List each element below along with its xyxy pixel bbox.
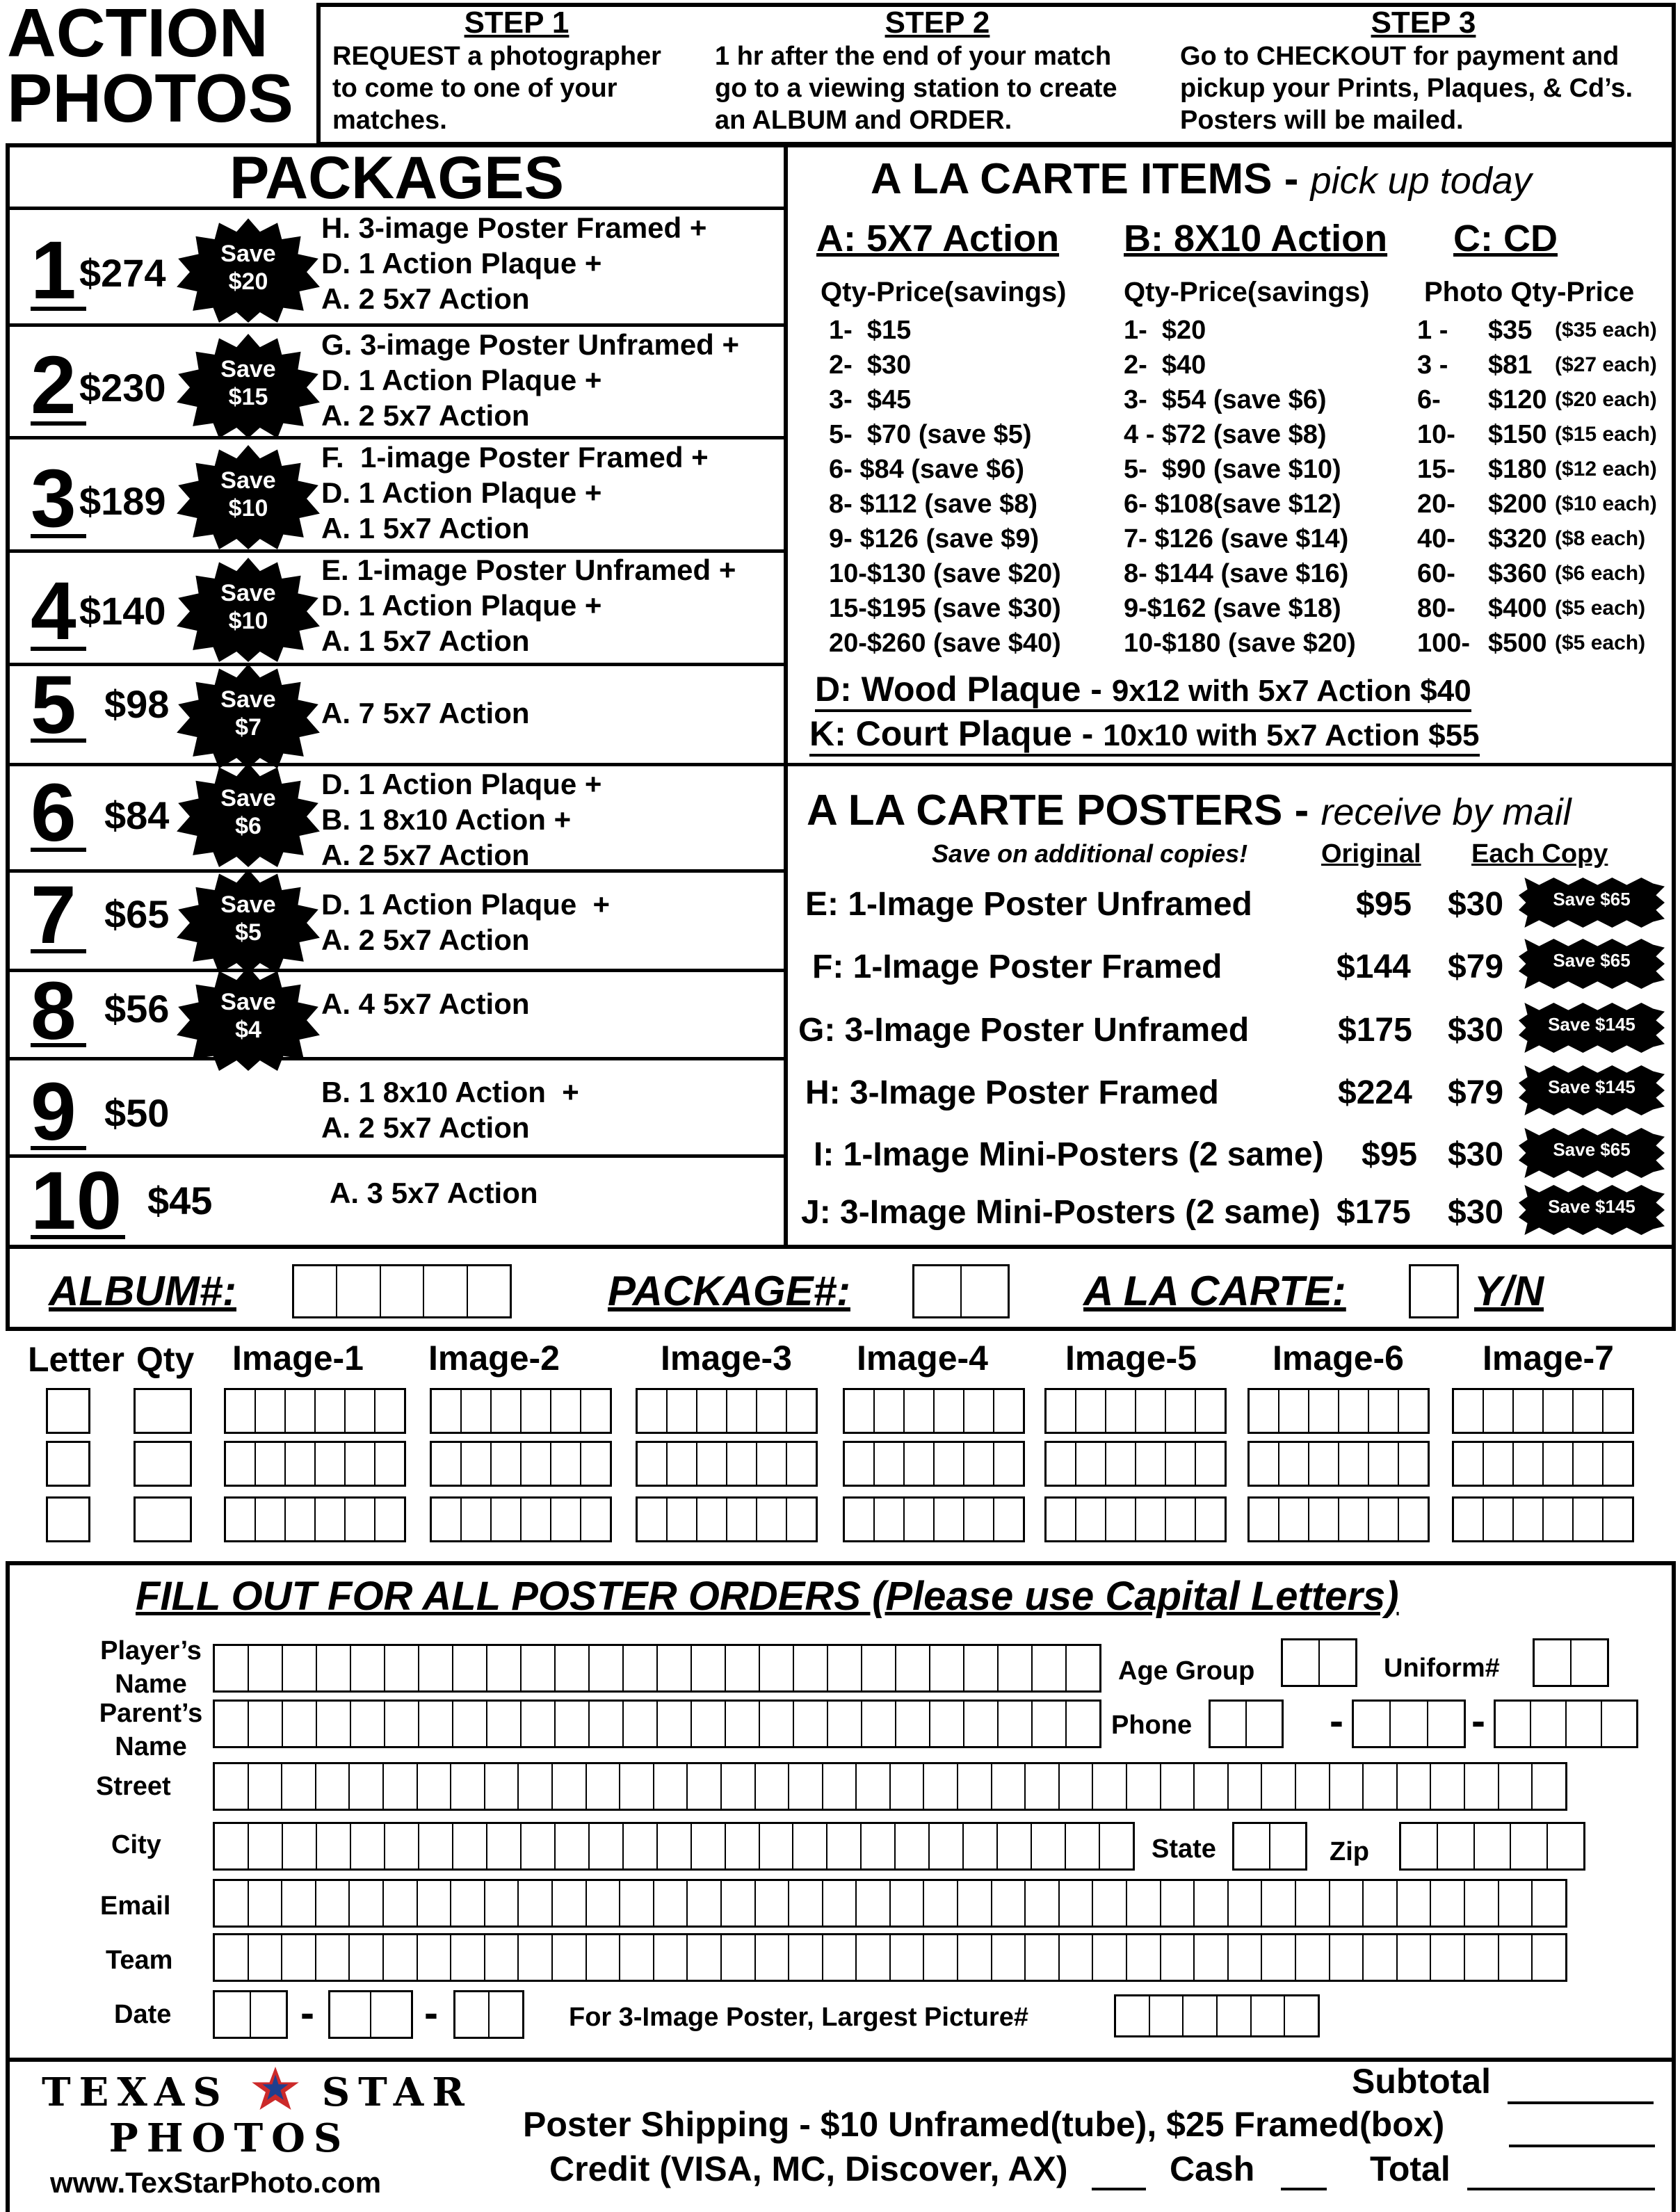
image-4-input[interactable] (843, 1441, 1025, 1487)
image-6-input[interactable] (1247, 1388, 1430, 1434)
package-number-input[interactable] (912, 1264, 1010, 1318)
phone-line-input[interactable] (1494, 1700, 1638, 1748)
image-1-input[interactable] (224, 1496, 406, 1542)
logo (42, 2067, 473, 2161)
save-badge (175, 763, 321, 867)
col-c-each: ($35 each) ($27 each) ($20 each) ($15 each) ($12 each) ($10 each) ($8 each) ($6 each) ($5 each) ($5 each) (1555, 318, 1657, 654)
col-c-header: Photo Qty-Price (1424, 277, 1635, 307)
package-description: D. 1 Action Plaque + B. 1 8x10 Action + A. 2 5x7 Action (321, 768, 602, 871)
poster-name: G: 3-Image Poster Unframed (798, 1012, 1250, 1049)
letter-input[interactable] (46, 1388, 90, 1434)
poster-save-badge (1519, 878, 1665, 928)
website-url[interactable]: www.TexStarPhoto.com (50, 2166, 382, 2199)
player-name-label (92, 1634, 210, 1701)
poster-copy: $30 (1448, 1136, 1504, 1173)
title-line-2: PHOTOS (7, 60, 294, 136)
largest-picture-label: For 3-Image Poster, Largest Picture# (569, 2003, 1029, 2032)
save-badge (175, 664, 321, 768)
album-label: ALBUM#: (49, 1268, 236, 1314)
save-badge-label: Save (220, 241, 276, 267)
poster-form-box (6, 1561, 1676, 2062)
package-price: $56 (104, 987, 170, 1031)
grid-header-image-2: Image-2 (428, 1339, 560, 1378)
plaque-d (815, 669, 1471, 712)
album-number-input[interactable] (292, 1264, 512, 1318)
shipping-note: Poster Shipping - $10 Unframed(tube), $25 Framed(box) (523, 2105, 1445, 2144)
package-number-underline (31, 1235, 125, 1239)
parent-name-label-1: Parent’s (99, 1699, 203, 1728)
posters-subtitle: receive by mail (1320, 791, 1572, 833)
save-badge-label: Save (220, 785, 276, 812)
poster-original: $144 (1336, 948, 1411, 985)
age-group-label: Age Group (1118, 1656, 1255, 1686)
image-3-input[interactable] (636, 1496, 818, 1542)
package-description: A. 4 5x7 Action (321, 987, 530, 1020)
largest-picture-input[interactable] (1114, 1994, 1320, 2037)
image-1-input[interactable] (224, 1388, 406, 1434)
package-number-underline (31, 421, 86, 426)
poster-copy: $30 (1448, 1012, 1504, 1049)
package-number: 3 (31, 453, 76, 544)
poster-name: I: 1-Image Mini-Posters (2 same) (814, 1136, 1324, 1173)
package-price: $189 (79, 479, 166, 523)
date-day-input[interactable] (328, 1990, 413, 2039)
poster-original: $95 (1362, 1136, 1418, 1173)
package-number: 8 (31, 965, 76, 1057)
star-icon (251, 2067, 300, 2110)
package-price: $84 (104, 793, 170, 837)
zip-label: Zip (1330, 1837, 1369, 1866)
plaque-k-detail: 10x10 with 5x7 Action $55 (1103, 718, 1480, 752)
shipping-line[interactable] (1509, 2145, 1655, 2147)
save-badge-label: Save (220, 356, 276, 382)
poster-original: $175 (1338, 1012, 1412, 1049)
step-2 (715, 6, 1174, 136)
total-line[interactable] (1467, 2188, 1655, 2190)
phone-label: Phone (1111, 1711, 1193, 1740)
package-number-underline (31, 949, 86, 953)
team-label: Team (106, 1946, 173, 1975)
phone-prefix-input[interactable] (1352, 1700, 1466, 1748)
pkg-divider (6, 1154, 788, 1158)
col-b-rows: 1- $20 2- $40 3- $54 (save $6) 4 - $72 (save $8) 5- $90 (save $10) 6- $108(save $12) 7- $126 (save $14) 8- $144 (save $16) 9-$162 (save $18) 10-$180 (save $20) (1124, 316, 1356, 658)
package-price: $65 (104, 892, 170, 936)
logo-star: STAR (321, 2069, 473, 2115)
package-price: $274 (79, 251, 166, 295)
city-label: City (111, 1830, 161, 1859)
package-number-underline (31, 1043, 86, 1047)
state-input[interactable] (1232, 1822, 1307, 1871)
grid-header-image-3: Image-3 (661, 1339, 792, 1378)
team-input[interactable] (213, 1933, 1567, 1982)
step-2-text: 1 hr after the end of your match go to a viewing station to create an ALBUM and ORDER. (715, 42, 1117, 135)
image-5-input[interactable] (1044, 1388, 1227, 1434)
parent-name-input[interactable] (213, 1700, 1101, 1748)
poster-save-badge (1519, 1003, 1665, 1053)
save-badge (175, 558, 321, 662)
qty-input[interactable] (134, 1388, 192, 1434)
zip-input[interactable] (1399, 1822, 1585, 1871)
yn-label: Y/N (1474, 1268, 1544, 1314)
save-badge-label: Save (220, 686, 276, 713)
save-badge-label: Save (220, 989, 276, 1015)
package-description: B. 1 8x10 Action + A. 2 5x7 Action (321, 1076, 579, 1144)
letter-input[interactable] (46, 1441, 90, 1487)
col-c-qty: 1 - 3 - 6- 10- 15- 20- 40- 60- 80- 100- (1417, 316, 1471, 658)
package-price: $50 (104, 1091, 170, 1135)
logo-photos: PHOTOS (108, 2115, 350, 2161)
uniform-label: Uniform# (1384, 1654, 1500, 1683)
poster-copy: $30 (1448, 886, 1504, 923)
grid-header-letter: Letter (28, 1340, 124, 1379)
package-number: 10 (31, 1155, 122, 1247)
save-badge (175, 967, 321, 1071)
package-description: E. 1-image Poster Unframed + D. 1 Action Plaque + A. 1 5x7 Action (321, 554, 736, 657)
poster-save-text: Save $145 (1548, 1196, 1635, 1217)
poster-save-text: Save $65 (1553, 889, 1631, 910)
date-label: Date (114, 2000, 172, 2029)
package-number-underline (31, 647, 86, 651)
save-badge-amount: $4 (235, 1017, 261, 1043)
date-year-input[interactable] (453, 1990, 524, 2039)
save-badge-amount: $10 (228, 608, 268, 634)
package-number-underline (31, 1146, 86, 1150)
image-2-input[interactable] (430, 1496, 612, 1542)
poster-save-badge (1519, 939, 1665, 989)
poster-copy: $30 (1448, 1194, 1504, 1231)
col-c-price: $35 $81 $120 $150 $180 $200 $320 $360 $400 $500 (1488, 316, 1547, 658)
alacarte-subtitle: pick up today (1310, 160, 1532, 202)
step-1 (332, 6, 722, 136)
image-3-input[interactable] (636, 1441, 818, 1487)
package-number-underline (31, 534, 86, 538)
package-description: A. 7 5x7 Action (321, 697, 530, 729)
package-description: F. 1-image Poster Framed + D. 1 Action Plaque + A. 1 5x7 Action (321, 441, 709, 544)
poster-name: F: 1-Image Poster Framed (812, 948, 1222, 985)
step-3-title: STEP 3 (1371, 6, 1476, 40)
poster-name: J: 3-Image Mini-Posters (2 same) (801, 1194, 1320, 1231)
package-number: 2 (31, 339, 76, 431)
save-badge-label: Save (220, 467, 276, 494)
poster-save-text: Save $145 (1548, 1076, 1635, 1097)
credit-label: Credit (VISA, MC, Discover, AX) (549, 2149, 1068, 2188)
phone-dash: - (1471, 1697, 1485, 1744)
poster-form-title: FILL OUT FOR ALL POSTER ORDERS (Please use Capital Letters) (136, 1574, 1399, 1619)
package-description: H. 3-image Poster Framed + D. 1 Action Plaque + A. 2 5x7 Action (321, 211, 707, 315)
poster-save-badge (1519, 1185, 1665, 1235)
email-label: Email (100, 1891, 171, 1921)
package-price: $140 (79, 589, 166, 633)
image-6-input[interactable] (1247, 1441, 1430, 1487)
package-number-underline (31, 848, 86, 852)
logo-texas: TEXAS (42, 2069, 229, 2115)
alacarte-label: A LA CARTE: (1083, 1268, 1346, 1314)
step-2-title: STEP 2 (885, 6, 990, 40)
email-input[interactable] (213, 1879, 1567, 1928)
package-number: 1 (31, 225, 76, 316)
image-1-input[interactable] (224, 1441, 406, 1487)
image-6-input[interactable] (1247, 1496, 1430, 1542)
plaque-k-name: K: Court Plaque - (809, 714, 1104, 753)
parent-name-label-2: Name (115, 1732, 187, 1761)
plaque-d-detail: 9x12 with 5x7 Action $40 (1111, 674, 1471, 708)
package-price: $230 (79, 366, 166, 410)
phone-area-input[interactable] (1209, 1700, 1284, 1748)
qty-input[interactable] (134, 1441, 192, 1487)
save-badge-amount: $20 (228, 268, 268, 295)
total-label: Total (1370, 2149, 1451, 2188)
cash-line[interactable] (1281, 2188, 1327, 2190)
package-number-underline (31, 307, 86, 311)
package-number: 4 (31, 565, 76, 657)
image-7-input[interactable] (1452, 1388, 1634, 1434)
step-3 (1180, 6, 1674, 136)
save-badge-amount: $15 (228, 384, 268, 410)
grid-header-image-1: Image-1 (232, 1339, 364, 1378)
package-price: $98 (104, 682, 170, 726)
save-badge-label: Save (220, 580, 276, 606)
package-number: 7 (31, 869, 76, 961)
poster-save-text: Save $65 (1553, 950, 1631, 971)
grid-header-image-7: Image-7 (1483, 1339, 1614, 1378)
step-1-text: REQUEST a photographer to come to one of your matches. (332, 42, 661, 135)
package-number: 6 (31, 767, 76, 859)
date-month-input[interactable] (213, 1990, 288, 2039)
package-label: PACKAGE#: (608, 1268, 850, 1314)
col-a-header: Qty-Price(savings) (821, 277, 1067, 307)
poster-save-text: Save $65 (1553, 1139, 1631, 1160)
cash-label: Cash (1170, 2149, 1255, 2188)
date-dash: - (424, 1989, 438, 2036)
subtotal-label: Subtotal (1352, 2062, 1491, 2101)
image-5-input[interactable] (1044, 1496, 1227, 1542)
phone-dash: - (1330, 1697, 1343, 1744)
alacarte-title: A LA CARTE ITEMS - pick up today (871, 155, 1532, 203)
col-b-header: Qty-Price(savings) (1124, 277, 1370, 307)
poster-copy: $79 (1448, 948, 1504, 985)
save-badge (175, 869, 321, 974)
packages-title: PACKAGES (229, 145, 565, 211)
poster-save-badge (1519, 1065, 1665, 1115)
poster-original: $224 (1338, 1074, 1412, 1111)
image-7-input[interactable] (1452, 1441, 1634, 1487)
age-group-input[interactable] (1281, 1638, 1357, 1687)
image-5-input[interactable] (1044, 1441, 1227, 1487)
posters-title-text: A LA CARTE POSTERS (807, 786, 1283, 834)
package-price: $45 (147, 1179, 213, 1222)
posters-col-copy: Each Copy (1471, 839, 1608, 869)
grid-header-image-4: Image-4 (857, 1339, 988, 1378)
pkg-divider (6, 969, 788, 972)
qty-input[interactable] (134, 1496, 192, 1542)
grid-header-image-5: Image-5 (1065, 1339, 1197, 1378)
package-number: 5 (31, 659, 76, 751)
player-name-label-1: Player’s (100, 1636, 202, 1665)
player-name-input[interactable] (213, 1644, 1101, 1693)
subtotal-line[interactable] (1508, 2101, 1654, 2104)
player-name-label-2: Name (115, 1670, 187, 1699)
package-description: G. 3-image Poster Unframed + D. 1 Action Plaque + A. 2 5x7 Action (321, 328, 740, 432)
save-badge-amount: $10 (228, 495, 268, 522)
col-c-title: C: CD (1453, 218, 1558, 259)
package-number-underline (31, 738, 86, 743)
city-input[interactable] (213, 1822, 1135, 1871)
plaque-k (809, 713, 1480, 757)
credit-line[interactable] (1092, 2188, 1146, 2190)
column-divider (784, 143, 788, 1249)
save-badge-amount: $5 (235, 919, 261, 946)
package-description: A. 3 5x7 Action (330, 1177, 538, 1209)
posters-note: Save on additional copies! (932, 839, 1248, 868)
poster-name: E: 1-Image Poster Unframed (805, 886, 1252, 923)
date-dash: - (300, 1989, 314, 2036)
pkg-divider (6, 663, 788, 666)
poster-copy: $79 (1448, 1074, 1504, 1111)
col-b-title: B: 8X10 Action (1124, 218, 1388, 259)
image-4-input[interactable] (843, 1496, 1025, 1542)
package-number: 9 (31, 1066, 76, 1158)
image-4-input[interactable] (843, 1388, 1025, 1434)
col-a-rows: 1- $15 2- $30 3- $45 5- $70 (save $5) 6- $84 (save $6) 8- $112 (save $8) 9- $126 (save $9) 10-$130 (save $20) 15-$195 (save $30) 20-$260 (save $40) (829, 316, 1061, 658)
posters-title: A LA CARTE POSTERS - receive by mail (807, 786, 1572, 834)
poster-save-text: Save $145 (1548, 1014, 1635, 1035)
save-badge-amount: $6 (235, 813, 261, 839)
page-title (7, 0, 294, 136)
image-7-input[interactable] (1452, 1496, 1634, 1542)
poster-original: $95 (1356, 886, 1412, 923)
grid-header-image-6: Image-6 (1273, 1339, 1404, 1378)
title-line-1: ACTION (7, 0, 268, 71)
posters-col-original: Original (1321, 839, 1421, 869)
pkg-divider (6, 1057, 788, 1060)
image-3-input[interactable] (636, 1388, 818, 1434)
image-2-input[interactable] (430, 1388, 612, 1434)
alacarte-yn-input[interactable] (1409, 1264, 1459, 1318)
poster-save-badge (1519, 1128, 1665, 1178)
col-a-title: A: 5X7 Action (816, 218, 1060, 259)
uniform-input[interactable] (1533, 1638, 1609, 1687)
step-1-title: STEP 1 (464, 6, 570, 40)
image-2-input[interactable] (430, 1441, 612, 1487)
poster-original: $175 (1336, 1194, 1411, 1231)
plaque-d-name: D: Wood Plaque - (815, 670, 1112, 709)
letter-input[interactable] (46, 1496, 90, 1542)
state-label: State (1152, 1834, 1216, 1864)
package-description: D. 1 Action Plaque + A. 2 5x7 Action (321, 888, 611, 956)
parent-name-label (92, 1697, 210, 1763)
save-badge (175, 445, 321, 549)
poster-name: H: 3-Image Poster Framed (805, 1074, 1219, 1111)
save-badge-label: Save (220, 891, 276, 918)
save-badge (175, 334, 321, 438)
alacarte-title-text: A LA CARTE ITEMS (871, 155, 1273, 203)
step-3-text: Go to CHECKOUT for payment and pickup your Prints, Plaques, & Cd’s. Posters will be mailed. (1180, 42, 1633, 135)
save-badge (175, 218, 321, 323)
save-badge-amount: $7 (235, 714, 261, 741)
street-label: Street (96, 1772, 171, 1801)
street-input[interactable] (213, 1762, 1567, 1811)
grid-header-qty: Qty (136, 1340, 195, 1379)
